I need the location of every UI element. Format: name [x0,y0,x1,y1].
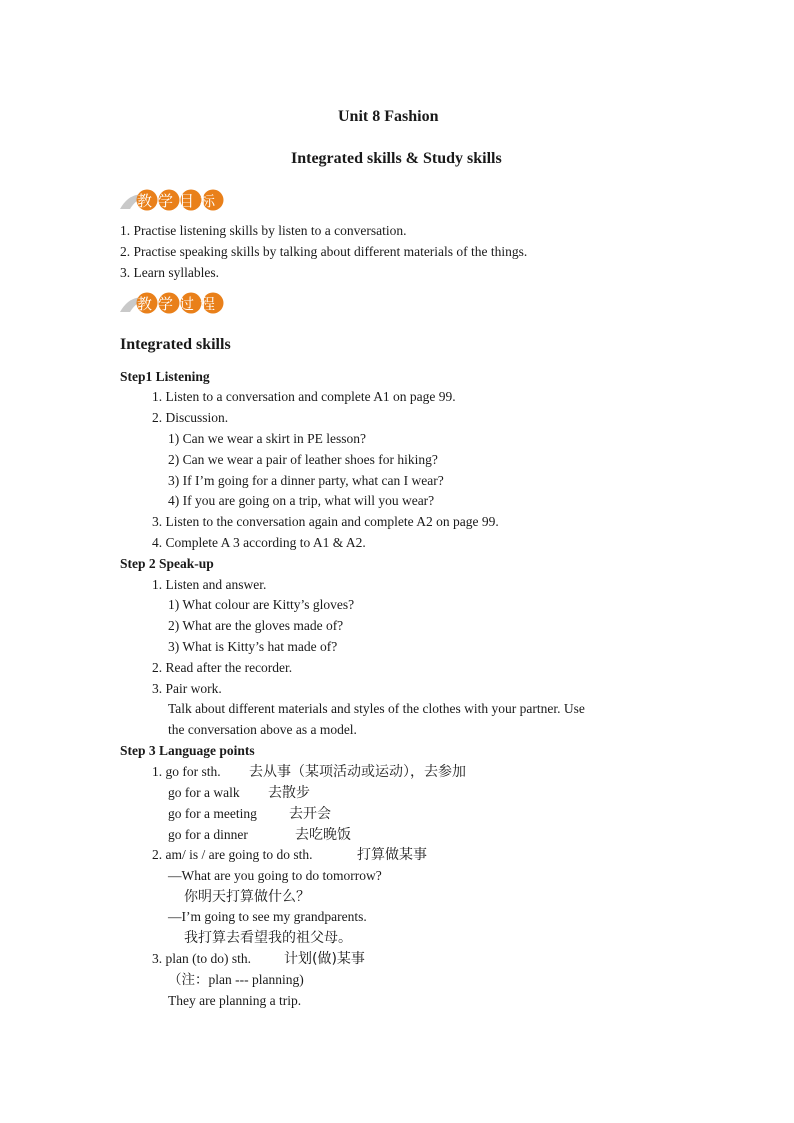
step2-item: 2. Read after the recorder. [152,660,293,675]
objective-item: 1. Practise listening skills by listen to a conversation. [120,223,407,238]
step1-subitem: 4) If you are going on a trip, what will you wear? [168,493,435,508]
lp-chinese: 去从事（某项活动或运动），去参加 [249,764,466,780]
lp-chinese: 去散步 [268,785,310,801]
process-badge [118,290,224,316]
step3-heading: Step 3 Language points [120,743,255,758]
lp-english: go for a walk [168,785,240,800]
lp-english: go for a dinner [168,827,248,842]
step1-item: 3. Listen to the conversation again and complete A2 on page 99. [152,514,499,529]
step2-subitem: Talk about different materials and styles of the clothes with your partner. Use [168,701,585,716]
step2-item: 1. Listen and answer. [152,577,267,592]
step1-subitem: 2) Can we wear a pair of leather shoes for hiking? [168,452,438,467]
step1-subitem: 1) Can we wear a skirt in PE lesson? [168,431,366,446]
step1-heading: Step1 Listening [120,369,210,384]
step2-subitem: 3) What is Kitty’s hat made of? [168,639,338,654]
step2-subitem: the conversation above as a model. [168,722,357,737]
step2-item: 3. Pair work. [152,681,222,696]
lp-chinese: 我打算去看望我的祖父母。 [184,930,352,946]
lp-english: 3. plan (to do) sth. [152,951,251,966]
badge-swoosh-graphic [118,187,224,213]
page-title: Unit 8 Fashion [338,108,439,125]
step1-item: 2. Discussion. [152,410,229,425]
lp-chinese: 计划(做)某事 [284,951,365,967]
badge-swoosh-graphic [118,290,224,316]
objective-item: 2. Practise speaking skills by talking about different materials of the things. [120,244,528,259]
step2-subitem: 2) What are the gloves made of? [168,618,344,633]
lp-chinese: 打算做某事 [357,847,427,863]
lp-english: 1. go for sth. [152,764,221,779]
step1-item: 1. Listen to a conversation and complete A1 on page 99. [152,389,456,404]
step2-subitem: 1) What colour are Kitty’s gloves? [168,597,355,612]
step1-item: 4. Complete A 3 according to A1 & A2. [152,535,366,550]
lp-example: They are planning a trip. [168,993,302,1008]
page-subtitle: Integrated skills & Study skills [291,150,502,167]
section-heading: Integrated skills [120,336,231,353]
lp-note: （注：plan --- planning) [168,972,304,987]
lp-english: 2. am/ is / are going to do sth. [152,847,313,862]
lp-chinese: 去开会 [289,806,331,822]
lp-english: —I’m going to see my grandparents. [168,909,367,924]
objectives-badge [118,187,224,213]
lp-english: go for a meeting [168,806,257,821]
lp-chinese: 去吃晚饭 [295,827,351,843]
step2-heading: Step 2 Speak-up [120,556,214,571]
process-badge-text: 教学过程 [137,295,222,313]
lp-chinese: 你明天打算做什么？ [184,889,310,905]
lp-english: —What are you going to do tomorrow? [168,868,382,883]
objectives-badge-text: 教学目标 [137,192,222,210]
step1-subitem: 3) If I’m going for a dinner party, what can I wear? [168,473,444,488]
objective-item: 3. Learn syllables. [120,265,219,280]
